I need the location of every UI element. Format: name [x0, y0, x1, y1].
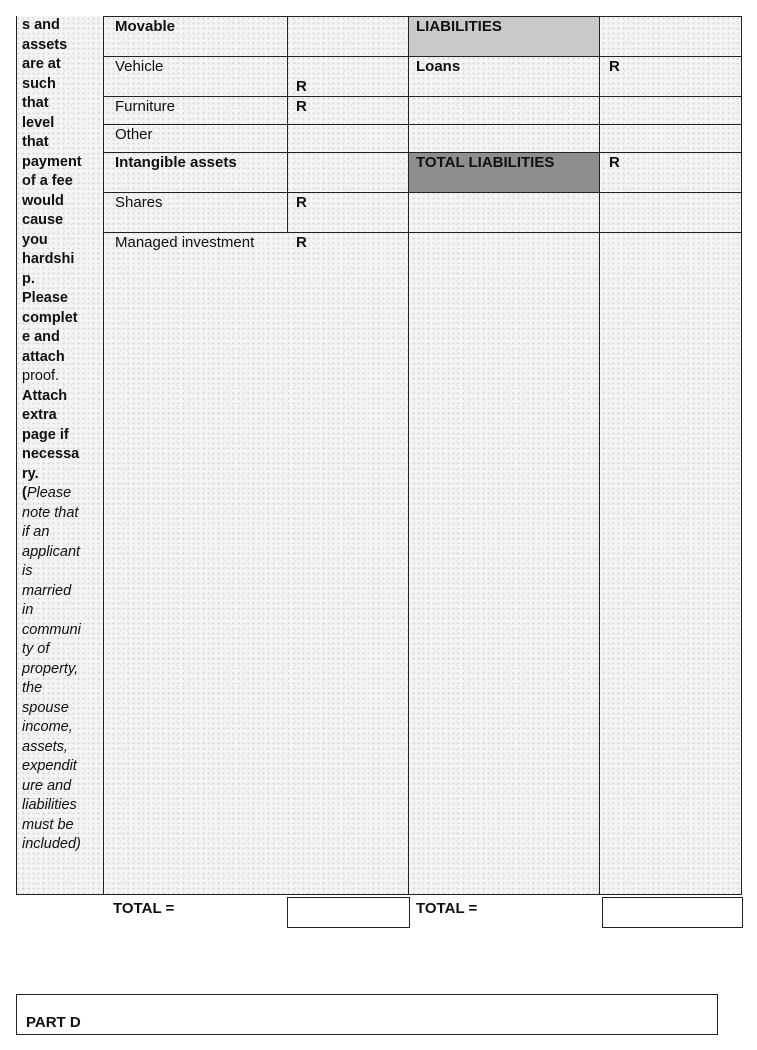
intangible-assets-label: Intangible assets [115, 154, 237, 171]
liabilities-total-field[interactable] [602, 897, 743, 928]
side-note-line: such [22, 75, 56, 92]
other-label: Other [115, 126, 153, 143]
side-note-italic-line: in [22, 602, 34, 618]
side-note-line: Attach [22, 387, 68, 404]
liabilities-total-label: TOTAL = [416, 900, 478, 917]
furniture-label: Furniture [115, 98, 176, 115]
side-note [22, 16, 102, 855]
side-note-line: that [22, 134, 49, 150]
side-note-italic-line: if an [22, 524, 50, 540]
side-note-line: necessa [22, 446, 80, 462]
side-note-paren: ( [22, 485, 27, 501]
side-note-italic-line: the [22, 680, 43, 696]
side-note-italic-line: must be [22, 816, 74, 833]
part-d-box [16, 994, 718, 1035]
side-note-italic-text: Please [26, 485, 72, 501]
side-note-line: are at [22, 56, 61, 72]
side-note-line: e and [22, 329, 60, 345]
side-note-italic-line: liabilities [22, 797, 77, 813]
side-note-line: proof. [22, 368, 60, 384]
row-divider-6 [103, 232, 742, 233]
side-note-line: extra [22, 407, 57, 423]
side-note-italic-line: included) [22, 836, 81, 852]
table-border-bottom [16, 894, 742, 895]
side-note-italic-line: property, [22, 660, 79, 677]
side-note-line: s and [22, 17, 60, 33]
vehicle-label: Vehicle [115, 58, 164, 75]
side-note-italic-line: note that [22, 504, 79, 521]
part-d-label: PART D [26, 1014, 81, 1031]
shares-value: R [296, 194, 307, 211]
row-divider-2 [103, 96, 742, 97]
row-divider-5 [103, 192, 742, 193]
shares-label: Shares [115, 194, 163, 211]
side-note-italic-line [22, 484, 102, 504]
side-note-line: that [22, 95, 49, 111]
side-note-italic-line: ty of [22, 641, 50, 657]
side-note-line: level [22, 114, 55, 131]
loans-value: R [609, 58, 620, 75]
side-note-italic-line: income, [22, 719, 73, 735]
column-divider-4 [599, 16, 600, 894]
managed-investment-label: Managed investment [115, 234, 255, 251]
side-note-line: you [22, 231, 48, 248]
side-note-line: page if [22, 426, 69, 443]
side-note-line: payment [22, 153, 82, 170]
furniture-value: R [296, 98, 307, 115]
side-note-italic-line: is [22, 563, 33, 579]
side-note-line: ry. [22, 465, 39, 482]
side-note-italic-line: applicant [22, 543, 81, 560]
managed-investment-value: R [296, 234, 307, 251]
side-note-line: Please [22, 290, 68, 306]
side-note-line: hardshi [22, 251, 75, 267]
side-note-line: assets [22, 36, 68, 53]
side-note-italic-line: ure and [22, 777, 72, 794]
vehicle-value: R [296, 78, 307, 95]
side-note-line: p. [22, 270, 35, 287]
total-liabilities-label: TOTAL LIABILITIES [416, 154, 555, 171]
movable-label: Movable [115, 18, 176, 35]
table-border-left [16, 16, 17, 894]
side-note-line: of a fee [22, 173, 73, 189]
total-liabilities-value: R [609, 154, 620, 171]
table-background [16, 16, 741, 894]
assets-total-field[interactable] [287, 897, 410, 928]
row-divider-1 [103, 56, 742, 57]
table-border-right [741, 16, 742, 894]
side-note-italic-line: assets, [22, 738, 68, 755]
side-note-italic-line: spouse [22, 699, 69, 716]
row-divider-3 [103, 124, 742, 125]
side-note-line: attach [22, 348, 65, 365]
liabilities-heading: LIABILITIES [416, 18, 502, 35]
row-divider-4 [103, 152, 742, 153]
side-note-italic-line: communi [22, 621, 81, 638]
side-note-italic-line: expendit [22, 758, 77, 774]
side-note-line: would [22, 192, 64, 209]
side-note-line: cause [22, 212, 64, 228]
side-note-italic-line: married [22, 582, 72, 599]
side-note-line: complet [22, 309, 78, 326]
table-border-top [103, 16, 742, 17]
column-divider-1 [103, 16, 104, 894]
column-divider-3 [408, 16, 409, 894]
assets-total-label: TOTAL = [113, 900, 175, 917]
loans-label: Loans [416, 58, 461, 75]
